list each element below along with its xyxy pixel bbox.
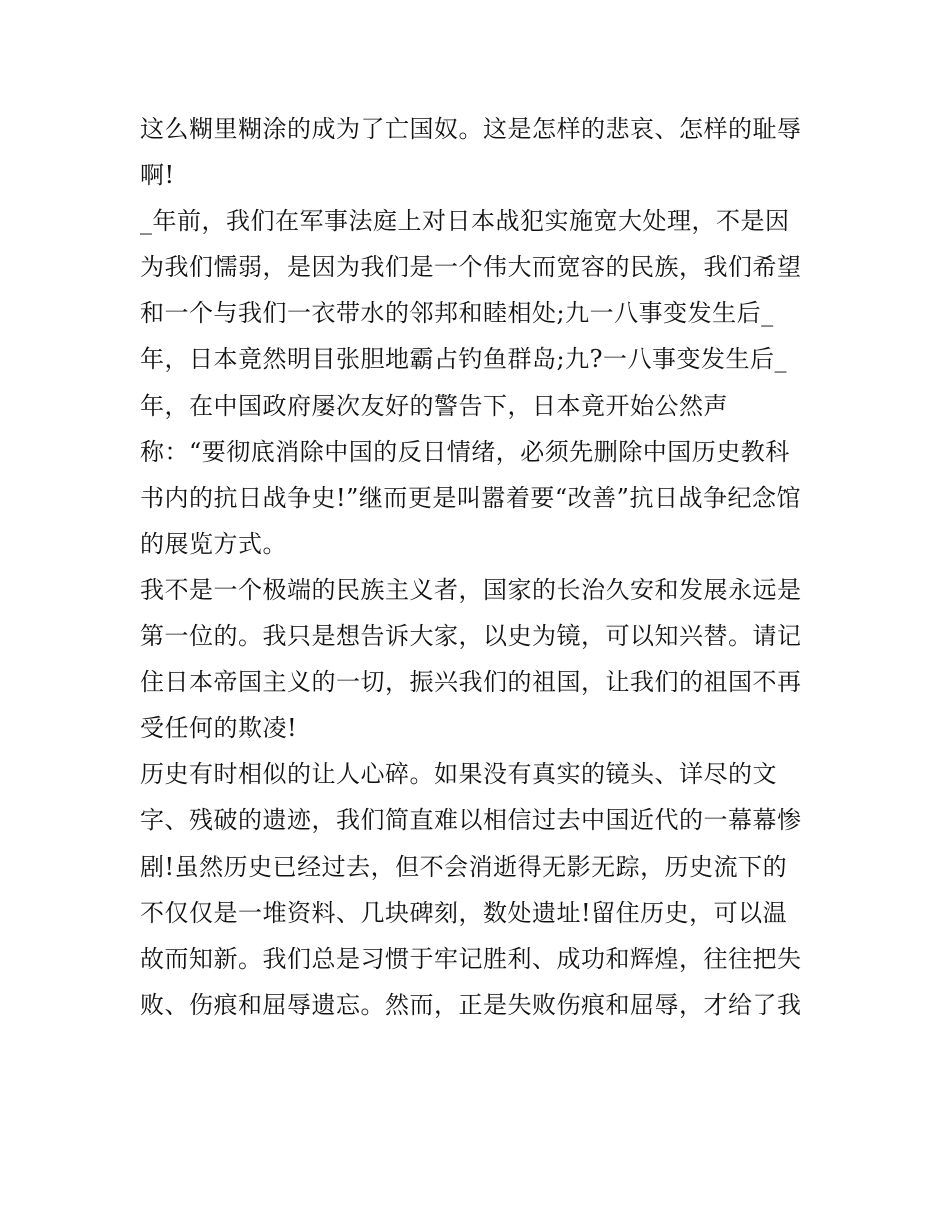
text-line: 故而知新。我们总是习惯于牢记胜利、成功和辉煌，往往把失 xyxy=(140,944,802,973)
text-line: 为我们懦弱，是因为我们是一个伟大而宽容的民族，我们希望 xyxy=(140,253,802,282)
text-line: 住日本帝国主义的一切，振兴我们的祖国，让我们的祖国不再 xyxy=(140,668,802,697)
text-line: 剧!虽然历史已经过去，但不会消逝得无影无踪，历史流下的 xyxy=(140,852,788,881)
text-line: 的展览方式。 xyxy=(140,529,287,558)
text-line: 年，在中国政府屡次友好的警告下，日本竟开始公然声 xyxy=(140,391,728,420)
text-line: 啊! xyxy=(140,161,175,190)
text-line: 第一位的。我只是想告诉大家，以史为镜，可以知兴替。请记 xyxy=(140,622,802,651)
text-line: 年，日本竟然明目张胆地霸占钓鱼群岛;九?一八事变发生后_ xyxy=(140,345,787,374)
text-line: 败、伤痕和屈辱遗忘。然而，正是失败伤痕和屈辱，才给了我 xyxy=(140,990,802,1019)
text-line: 历史有时相似的让人心碎。如果没有真实的镜头、详尽的文 xyxy=(140,760,777,789)
text-line: 受任何的欺凌! xyxy=(140,714,298,743)
text-line: 字、残破的遗迹，我们简直难以相信过去中国近代的一幕幕惨 xyxy=(140,806,802,835)
text-line: 书内的抗日战争史!”继而更是叫嚣着要“改善”抗日战争纪念馆 xyxy=(140,483,801,512)
text-line: _年前，我们在军事法庭上对日本战犯实施宽大处理，不是因 xyxy=(140,207,790,236)
text-line: 这么糊里糊涂的成为了亡国奴。这是怎样的悲哀、怎样的耻辱 xyxy=(140,115,802,143)
text-line: 我不是一个极端的民族主义者，国家的长治久安和发展永远是 xyxy=(140,575,802,604)
text-line: 和一个与我们一衣带水的邻邦和睦相处;九一八事变发生后_ xyxy=(140,299,774,328)
text-line: 称：“要彻底消除中国的反日情绪，必须先删除中国历史教科 xyxy=(140,437,790,466)
body-text xyxy=(140,106,820,1028)
text-line: 不仅仅是一堆资料、几块碑刻，数处遗址!留住历史，可以温 xyxy=(140,898,788,927)
